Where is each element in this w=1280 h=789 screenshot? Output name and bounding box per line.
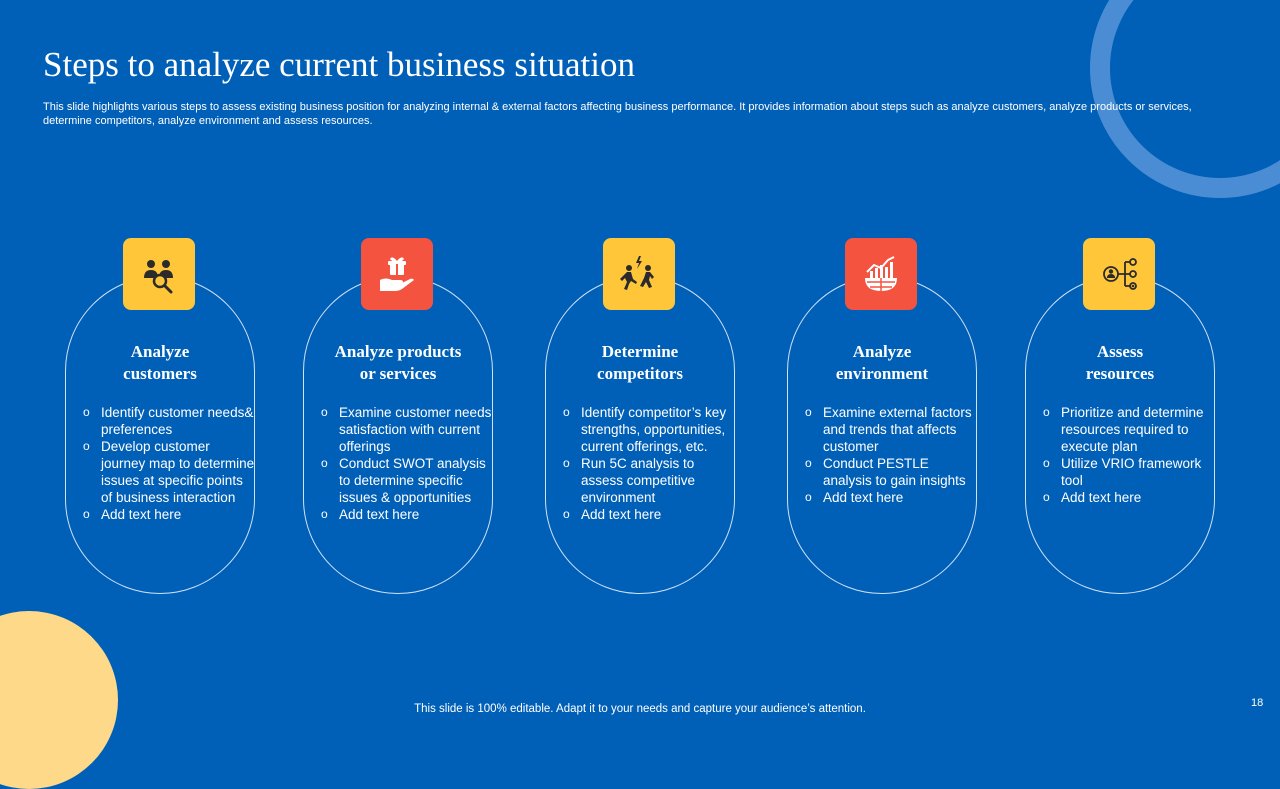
bullet-item: o Add text here <box>563 507 662 522</box>
decorative-ring <box>1090 0 1280 198</box>
bullet-item: o Add text here <box>805 490 904 505</box>
decorative-circle <box>0 611 118 789</box>
step-title: Assess resources <box>1085 342 1155 383</box>
bullet-item: o Conduct SWOT analysis to determine specific issues & opportunities <box>321 456 486 505</box>
step-title: Determine competitors <box>597 342 683 383</box>
bullet-item: o Run 5C analysis to assess competitive environment <box>563 456 696 505</box>
step-bullets <box>803 404 977 506</box>
competitors-icon <box>603 238 675 310</box>
step-analyze-customers <box>65 238 255 596</box>
step-analyze-environment <box>787 238 977 596</box>
bullet-item: o Identify customer needs& preferences <box>83 405 254 437</box>
globe-growth-icon <box>845 238 917 310</box>
bullet-item: o Develop customer journey map to determine issues at specific points of business interaction <box>83 439 255 505</box>
resources-network-icon <box>1083 238 1155 310</box>
step-determine-competitors <box>545 238 735 596</box>
step-assess-resources <box>1025 238 1215 596</box>
step-bullets <box>81 404 255 523</box>
step-title: Analyze environment <box>835 342 929 383</box>
page-number: 18 <box>1251 697 1264 709</box>
slide-footer: This slide is 100% editable. Adapt it to your needs and capture your audience’s attention. <box>414 703 866 715</box>
customer-analysis-icon <box>123 238 195 310</box>
bullet-item: o Add text here <box>1043 490 1142 505</box>
bullet-item: o Identify competitor’s key strengths, opportunities, current offerings, etc. <box>563 405 727 454</box>
step-bullets <box>1041 404 1215 506</box>
bullet-item: o Add text here <box>321 507 420 522</box>
bullet-item: o Prioritize and determine resources required to execute plan <box>1043 405 1204 454</box>
slide-title: Steps to analyze current business situation <box>43 45 635 84</box>
hand-gift-icon <box>361 238 433 310</box>
step-bullets <box>561 404 735 523</box>
step-analyze-products <box>303 238 493 596</box>
bullet-item: o Utilize VRIO framework tool <box>1043 456 1202 488</box>
step-title: Analyze products or services <box>334 342 462 383</box>
slide-subtitle: This slide highlights various steps to assess existing business position for analyzing internal & external factors affecting business performance. It provides information about steps such as analyze customers, analyze products or services, determine competitors, analyze environment and assess resources. <box>43 101 1192 127</box>
bullet-item: o Examine customer needs satisfaction with current offerings <box>321 405 492 454</box>
step-bullets <box>319 404 493 523</box>
bullet-item: o Examine external factors and trends that affects customer <box>805 405 972 454</box>
bullet-item: o Conduct PESTLE analysis to gain insights <box>805 456 966 488</box>
step-title: Analyze customers <box>123 342 197 383</box>
bullet-item: o Add text here <box>83 507 182 522</box>
